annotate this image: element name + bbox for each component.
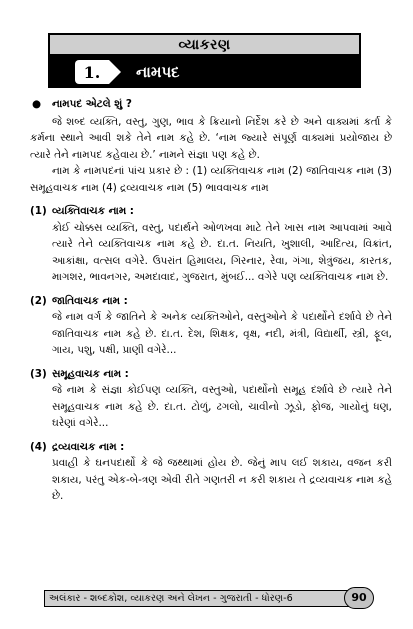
section-heading: સમૂહવાચક નામ : [52,367,129,380]
chapter-title: નામપદ [136,63,180,81]
chapter-arrow-icon [109,60,121,84]
footer-text: અલંકાર - શબ્દકોશ, વ્યાકરણ અને લેખન - ગુજરાતી - ધોરણ-6 [49,593,293,604]
types-paragraph: નામ કે નામપદનાં પાંચ પ્રકાર છે : (1) વ્યક્તિવાચક નામ (2) જાતિવાચક નામ (3) સમૂહવાચક નામ (4) દ્રવ્યવાચક નામ (5) ભાવવાચક નામ [30,165,392,194]
bullet-icon: ● [32,98,42,110]
section-number: (2) [30,294,47,307]
footer-bar [44,590,366,607]
question-line [30,96,392,113]
section-number: (1) [30,205,47,217]
section-samuhvachak [30,366,392,432]
section-heading: જાતિવાચક નામ : [52,294,128,307]
section-vyaktivachak [30,203,392,286]
main-content [30,96,392,505]
section-heading: વ્યક્તિવાચક નામ : [52,205,134,217]
section-text: જે નામ કે સંજ્ઞા કોઈપણ વ્યક્તિ, વસ્તુઓ, પદાર્થોનો સમૂહ દર્શાવે છે ત્યારે તેને સમૂહવાચક નામ કહે છે. દા.ત. ટોળું, ઢગલો, ચાવીનો ઝૂડો, ફોજ, ગાયોનું ધણ, ઘરેણાં વગેરે... [52,384,392,429]
section-number: (3) [30,367,47,380]
page-number: 90 [344,587,374,609]
section-text: પ્રવાહી કે ઘનપદાર્થો કે જે જથ્થામાં હોય છે. જેનું માપ લઈ શકાય, વજન કરી શકાય, પરંતુ એક-બે-ત્રણ એવી રીતે ગણતરી ન કરી શકાય તે દ્રવ્યવાચક નામ કહે છે. [52,457,392,502]
chapter-banner [48,56,361,88]
section-text: કોઈ ચોક્કસ વ્યક્તિ, વસ્તુ, પદાર્થને ઓળખવા માટે તેને ખાસ નામ આપવામાં આવે ત્યારે તેને વ્યક્તિવાચક નામ કહે છે. દા.ત. નિયતિ, ખુશાલી, આદિત્ય, વિક્રાંત, આકાંક્ષા, વત્સલ વગેરે. ઉપરાંત હિમાલય, ગિરનાર, રેવા, ગંગા, શેત્રુંજય, કારતક, માગશર, ભાવનગર, અમદાવાદ, ગુજરાત, મુંબઈ... વગેરે પણ વ્યક્તિવાચક નામ છે. [52,221,392,283]
section-text: જે નામ વર્ગ કે જાતિને કે અનેક વ્યક્તિઓને, વસ્તુઓને કે પદાર્થોને દર્શાવે છે તેને જાતિવાચક નામ કહે છે. દા.ત. દેશ, શિક્ષક, વૃક્ષ, નદી, મંત્રી, વિદ્યાર્થી, સ્ત્રી, ફૂલ, ગાય, પશુ, પક્ષી, પ્રાણી વગેરે... [52,311,392,356]
section-header-title: વ્યાકરણ [178,36,231,53]
intro-paragraph: જે શબ્દ વ્યક્તિ, વસ્તુ, ગુણ, ભાવ કે ક્રિયાનો નિર્દેશ કરે છે અને વાક્યમાં કર્તા કે કર્મના સ્થાને આવી શકે તેને નામ કહે છે. ‘નામ જ્યારે સંપૂર્ણ વાક્યમાં પ્રયોજાય છે ત્યારે તેને નામપદ કહેવાય છે.’ નામને સંજ્ઞા પણ કહે છે. [30,115,392,161]
section-header [48,33,361,56]
section-dravyavachak [30,439,392,505]
chapter-number: 1. [75,60,109,84]
section-heading: દ્રવ્યવાચક નામ : [52,440,125,453]
section-jativachak [30,293,392,359]
question-text: નામપદ એટલે શું ? [52,98,132,110]
section-number: (4) [30,440,47,453]
